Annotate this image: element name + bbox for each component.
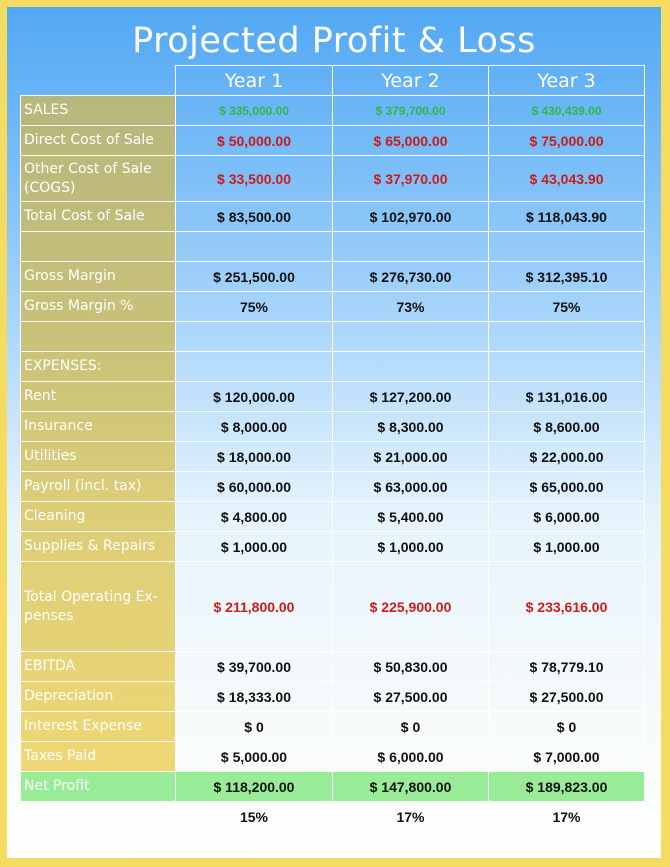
year-1-value: $ 83,500.00 [176,202,333,232]
year-2-value [333,352,489,382]
header-year-1: Year 1 [176,66,333,96]
year-3-value [489,322,645,352]
year-3-value: $ 0 [489,712,645,742]
year-1-value: 75% [176,292,333,322]
year-2-value: $ 6,000.00 [333,742,489,772]
row-label: Total Operating Ex-penses [21,562,176,652]
year-2-value: $ 65,000.00 [333,126,489,156]
year-3-value: $ 131,016.00 [489,382,645,412]
table-row [21,682,645,712]
table-row [21,712,645,742]
year-3-value: $ 233,616.00 [489,562,645,652]
table-row [21,322,645,352]
table-row [21,472,645,502]
year-3-value: $ 27,500.00 [489,682,645,712]
year-3-value: $ 7,000.00 [489,742,645,772]
table-row [21,292,645,322]
row-label: Gross Margin [21,262,176,292]
year-1-value: $ 335,000.00 [176,96,333,126]
row-label: Depreciation [21,682,176,712]
year-3-value: $ 43,043.90 [489,156,645,202]
row-label: Cleaning [21,502,176,532]
table-row [21,232,645,262]
row-label: Direct Cost of Sale [21,126,176,156]
year-2-value: $ 225,900.00 [333,562,489,652]
year-1-value: $ 50,000.00 [176,126,333,156]
year-3-value: 17% [489,802,645,832]
row-label: Supplies & Repairs [21,532,176,562]
year-1-value: $ 8,000.00 [176,412,333,442]
table-row [21,126,645,156]
row-label: EXPENSES: [21,352,176,382]
year-1-value [176,352,333,382]
year-2-value: $ 102,970.00 [333,202,489,232]
year-1-value: $ 18,000.00 [176,442,333,472]
year-3-value [489,232,645,262]
table-row [21,802,645,832]
row-label: Rent [21,382,176,412]
year-1-value: $ 0 [176,712,333,742]
header-year-2: Year 2 [333,66,489,96]
year-1-value: $ 251,500.00 [176,262,333,292]
row-label: SALES [21,96,176,126]
year-2-value: $ 8,300.00 [333,412,489,442]
table-body [21,96,645,832]
table-row [21,742,645,772]
year-2-value: $ 379,700.00 [333,96,489,126]
year-3-value: $ 8,600.00 [489,412,645,442]
year-1-value: $ 39,700.00 [176,652,333,682]
year-2-value: $ 127,200.00 [333,382,489,412]
row-label: Gross Margin % [21,292,176,322]
row-label: Insurance [21,412,176,442]
year-2-value [333,322,489,352]
year-2-value: $ 37,970.00 [333,156,489,202]
year-1-value [176,322,333,352]
table-row [21,502,645,532]
row-label: Taxes Paid [21,742,176,772]
year-1-value: $ 1,000.00 [176,532,333,562]
year-1-value: $ 4,800.00 [176,502,333,532]
year-3-value: $ 6,000.00 [489,502,645,532]
year-2-value: $ 27,500.00 [333,682,489,712]
row-label: Utilities [21,442,176,472]
table-row [21,352,645,382]
year-2-value [333,232,489,262]
year-2-value: $ 5,400.00 [333,502,489,532]
year-2-value: 17% [333,802,489,832]
table-row [21,96,645,126]
year-3-value: $ 1,000.00 [489,532,645,562]
year-3-value: $ 75,000.00 [489,126,645,156]
year-2-value: $ 63,000.00 [333,472,489,502]
page-title: Projected Profit & Loss [132,21,536,61]
table-row [21,532,645,562]
year-2-value: $ 147,800.00 [333,772,489,802]
table-row [21,262,645,292]
year-3-value: $ 430,439.00 [489,96,645,126]
year-3-value: $ 78,779.10 [489,652,645,682]
table-row [21,652,645,682]
year-3-value: $ 189,823.00 [489,772,645,802]
table-row [21,772,645,802]
year-2-value: $ 50,830.00 [333,652,489,682]
header-year-3: Year 3 [489,66,645,96]
year-2-value: $ 276,730.00 [333,262,489,292]
row-label: Payroll (incl. tax) [21,472,176,502]
profit-loss-table [20,65,645,832]
row-label: Total Cost of Sale [21,202,176,232]
year-1-value: $ 211,800.00 [176,562,333,652]
header-row [21,66,645,96]
table-row [21,562,645,652]
year-1-value [176,232,333,262]
year-2-value: $ 1,000.00 [333,532,489,562]
row-label [21,322,176,352]
year-3-value: $ 118,043.90 [489,202,645,232]
year-2-value: $ 0 [333,712,489,742]
table-row [21,156,645,202]
row-label: Net Profit/Sales % [21,802,176,832]
year-3-value: $ 312,395.10 [489,262,645,292]
profit-loss-sheet [7,7,661,858]
year-3-value [489,352,645,382]
row-label [21,232,176,262]
row-label: EBITDA [21,652,176,682]
row-label: Interest Expense [21,712,176,742]
header-corner [21,66,176,96]
year-1-value: $ 118,200.00 [176,772,333,802]
year-1-value: $ 18,333.00 [176,682,333,712]
row-label: Other Cost of Sale (COGS) [21,156,176,202]
row-label: Net Profit [21,772,176,802]
table-row [21,442,645,472]
table-row [21,202,645,232]
year-3-value: $ 22,000.00 [489,442,645,472]
table-row [21,382,645,412]
year-3-value: 75% [489,292,645,322]
year-1-value: $ 120,000.00 [176,382,333,412]
year-3-value: $ 65,000.00 [489,472,645,502]
year-1-value: $ 33,500.00 [176,156,333,202]
year-1-value: $ 5,000.00 [176,742,333,772]
year-2-value: 73% [333,292,489,322]
year-1-value: 15% [176,802,333,832]
year-2-value: $ 21,000.00 [333,442,489,472]
table-row [21,412,645,442]
year-1-value: $ 60,000.00 [176,472,333,502]
